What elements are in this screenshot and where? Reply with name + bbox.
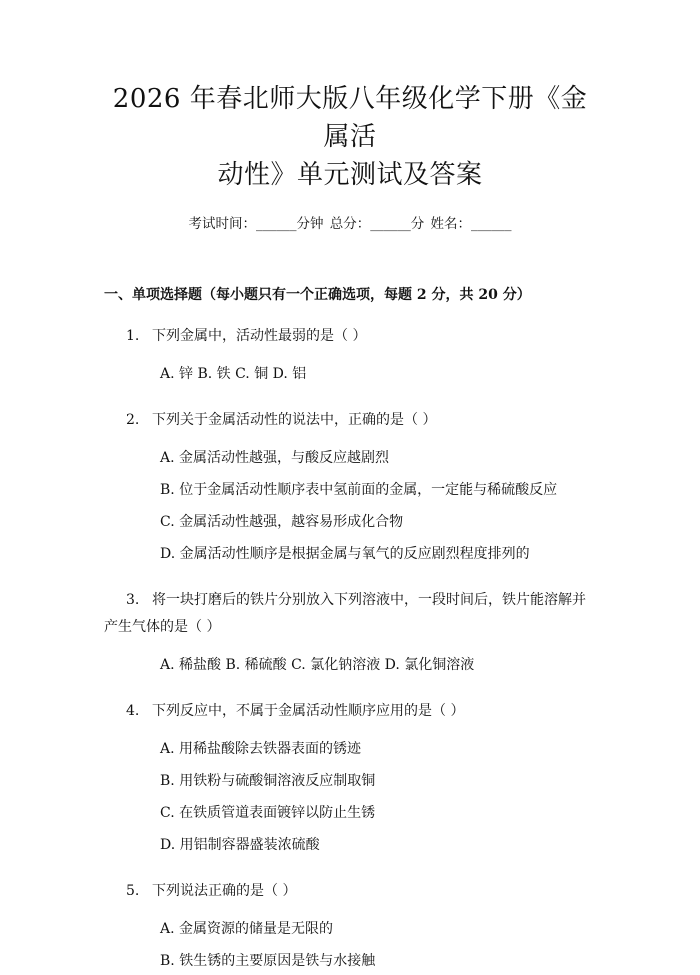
question-number: 2. [126,412,140,428]
option-a: A. 用稀盐酸除去铁器表面的锈迹 [160,741,362,757]
title-line-2: 动性》单元测试及答案 [217,160,483,190]
question-text: 下列金属中，活动性最弱的是（ ） [152,328,367,344]
option-d: D. 金属活动性顺序是根据金属与氧气的反应剧烈程度排列的 [160,546,530,562]
question-3-options: A. 稀盐酸 B. 稀硫酸 C. 氯化钠溶液 D. 氯化铜溶液 [160,657,475,673]
question-1-options: A. 锌 B. 铁 C. 铜 D. 铝 [160,366,307,382]
question-text: 下列关于金属活动性的说法中，正确的是（ ） [152,412,437,428]
question-text: 下列说法正确的是（ ） [152,883,297,899]
exam-score: 总分：______分 [329,216,425,232]
option-b: B. 位于金属活动性顺序表中氢前面的金属，一定能与稀硫酸反应 [160,482,558,498]
question-text: 将一块打磨后的铁片分别放入下列溶液中，一段时间后，铁片能溶解并产生气体的是（ ） [104,592,586,635]
option-d: D. 用铝制容器盛装浓硫酸 [160,837,320,853]
question-3 [104,587,596,641]
question-number: 3. [126,592,140,608]
option-c: C. 在铁质管道表面镀锌以防止生锈 [160,805,376,821]
exam-meta [104,212,596,232]
option-c: C. 金属活动性越强，越容易形成化合物 [160,514,404,530]
question-text: 下列反应中，不属于金属活动性顺序应用的是（ ） [152,703,465,719]
question-5 [104,878,596,905]
title-line-1: 2026 年春北师大版八年级化学下册《金属活 [112,84,588,152]
question-2 [104,407,596,434]
question-number: 1. [126,328,140,344]
exam-name: 姓名：______ [430,216,512,232]
document-title [104,0,596,194]
option-b: B. 用铁粉与硫酸铜溶液反应制取铜 [160,773,376,789]
option-b: B. 铁生锈的主要原因是铁与水接触 [160,953,376,969]
exam-time: 考试时间：______分钟 [188,216,324,232]
option-a: A. 金属活动性越强，与酸反应越剧烈 [160,450,390,466]
question-number: 4. [126,703,140,719]
section-heading: 一、单项选择题（每小题只有一个正确选项，每题 2 分，共 20 分） [104,287,531,303]
option-a: A. 金属资源的储量是无限的 [160,921,334,937]
question-1 [104,323,596,350]
question-4 [104,698,596,725]
question-number: 5. [126,883,140,899]
